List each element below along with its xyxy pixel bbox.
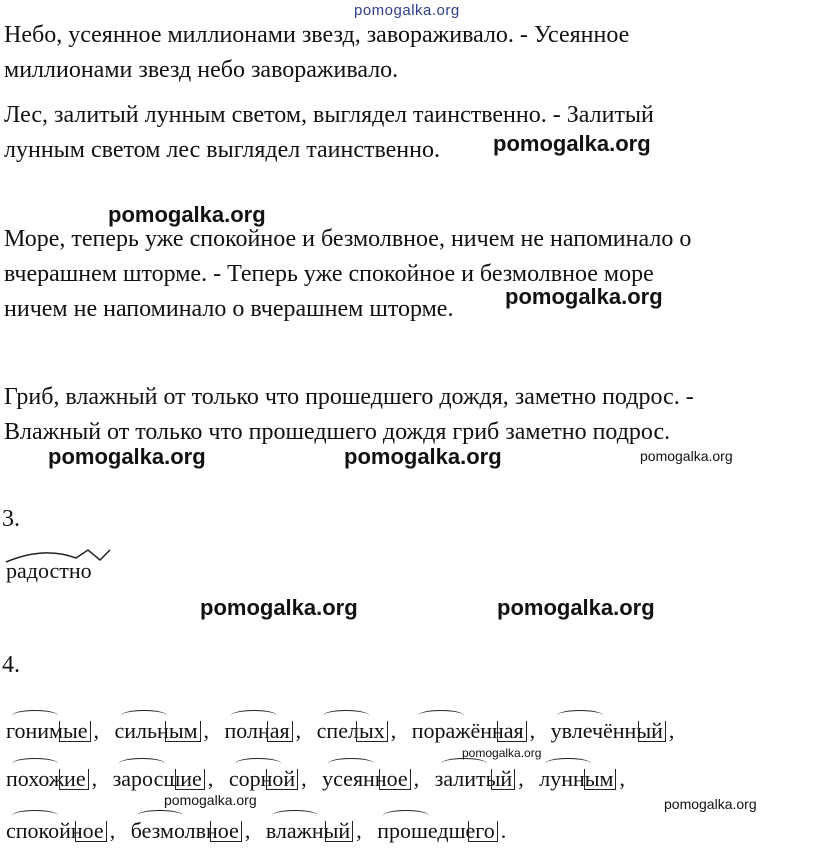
word-row1-6: увлечённый (549, 718, 665, 744)
watermark-12: pomogalka.org (664, 796, 757, 812)
paragraph-3-line-1: Море, теперь уже спокойное и безмолвное, ничем не напоминало о (4, 226, 692, 252)
word-row1-1: гонимые (4, 718, 90, 744)
word-radostno-text: радостно (6, 558, 92, 583)
watermark-6: pomogalka.org (344, 444, 502, 469)
paragraph-2-line-1: Лес, залитый лунным светом, выглядел таинственно. - Залитый (4, 102, 654, 128)
paragraph-2-line-2: лунным светом лес выглядел таинственно. (4, 137, 440, 163)
word-row-2: похожие , заросшие , сорной , усеянное , залитый , лунным , (4, 766, 633, 792)
section-3-word (4, 558, 98, 584)
paragraph-1-line-2: миллионами звезд небо завораживало. (4, 57, 399, 83)
paragraph-1-line-1: Небо, усеянное миллионами звезд, завораживало. - Усеянное (4, 22, 630, 48)
watermark-7: pomogalka.org (640, 448, 733, 464)
paragraph-3-line-3: ничем не напоминало о вчерашнем шторме. (4, 296, 454, 322)
word-row3-3: влажный (264, 818, 352, 844)
word-row1-3: полная (223, 718, 292, 744)
word-row3-4: прошедшего (375, 818, 497, 844)
watermark-11: pomogalka.org (164, 792, 257, 808)
word-row-1: гонимые , сильным , полная , спелых , поражённая , увлечённый , (4, 718, 682, 744)
paragraph-4 (4, 380, 820, 450)
word-row2-2: заросшие (111, 766, 204, 792)
watermark-9: pomogalka.org (497, 595, 655, 620)
watermark-5: pomogalka.org (48, 444, 206, 469)
word-row2-4: усеянное (320, 766, 410, 792)
watermark-3: pomogalka.org (108, 202, 266, 227)
section-4-number: 4. (2, 652, 20, 678)
word-row2-5: залитый (433, 766, 515, 792)
watermark-8: pomogalka.org (200, 595, 358, 620)
watermark-top: pomogalka.org (354, 2, 460, 19)
word-row1-4: спелых (315, 718, 387, 744)
word-row2-1: похожие (4, 766, 88, 792)
word-row1-5: поражённая (410, 718, 526, 744)
word-row3-1: спокойное (4, 818, 106, 844)
word-row3-2: безмолвное (129, 818, 241, 844)
paragraph-1 (4, 18, 820, 88)
word-radostno (4, 558, 94, 584)
word-row2-6: лунным (537, 766, 615, 792)
paragraph-4-line-2: Влажный от только что прошедшего дождя гриб заметно подрос. (4, 419, 671, 445)
paragraph-3-line-2: вчерашнем шторме. - Теперь уже спокойное и безмолвное море (4, 261, 654, 287)
watermark-4: pomogalka.org (505, 284, 663, 309)
morpheme-root-arc (4, 548, 114, 564)
watermark-2: pomogalka.org (493, 131, 651, 156)
word-row2-3: сорной (227, 766, 297, 792)
paragraph-3 (4, 222, 820, 327)
paragraph-4-line-1: Гриб, влажный от только что прошедшего дождя, заметно подрос. - (4, 384, 694, 410)
watermark-10: pomogalka.org (462, 746, 542, 760)
section-3-number: 3. (2, 506, 20, 532)
word-row-3: спокойное , безмолвное , влажный , прошедшего . (4, 818, 506, 844)
word-row1-2: сильным (113, 718, 200, 744)
paragraph-2 (4, 98, 820, 168)
